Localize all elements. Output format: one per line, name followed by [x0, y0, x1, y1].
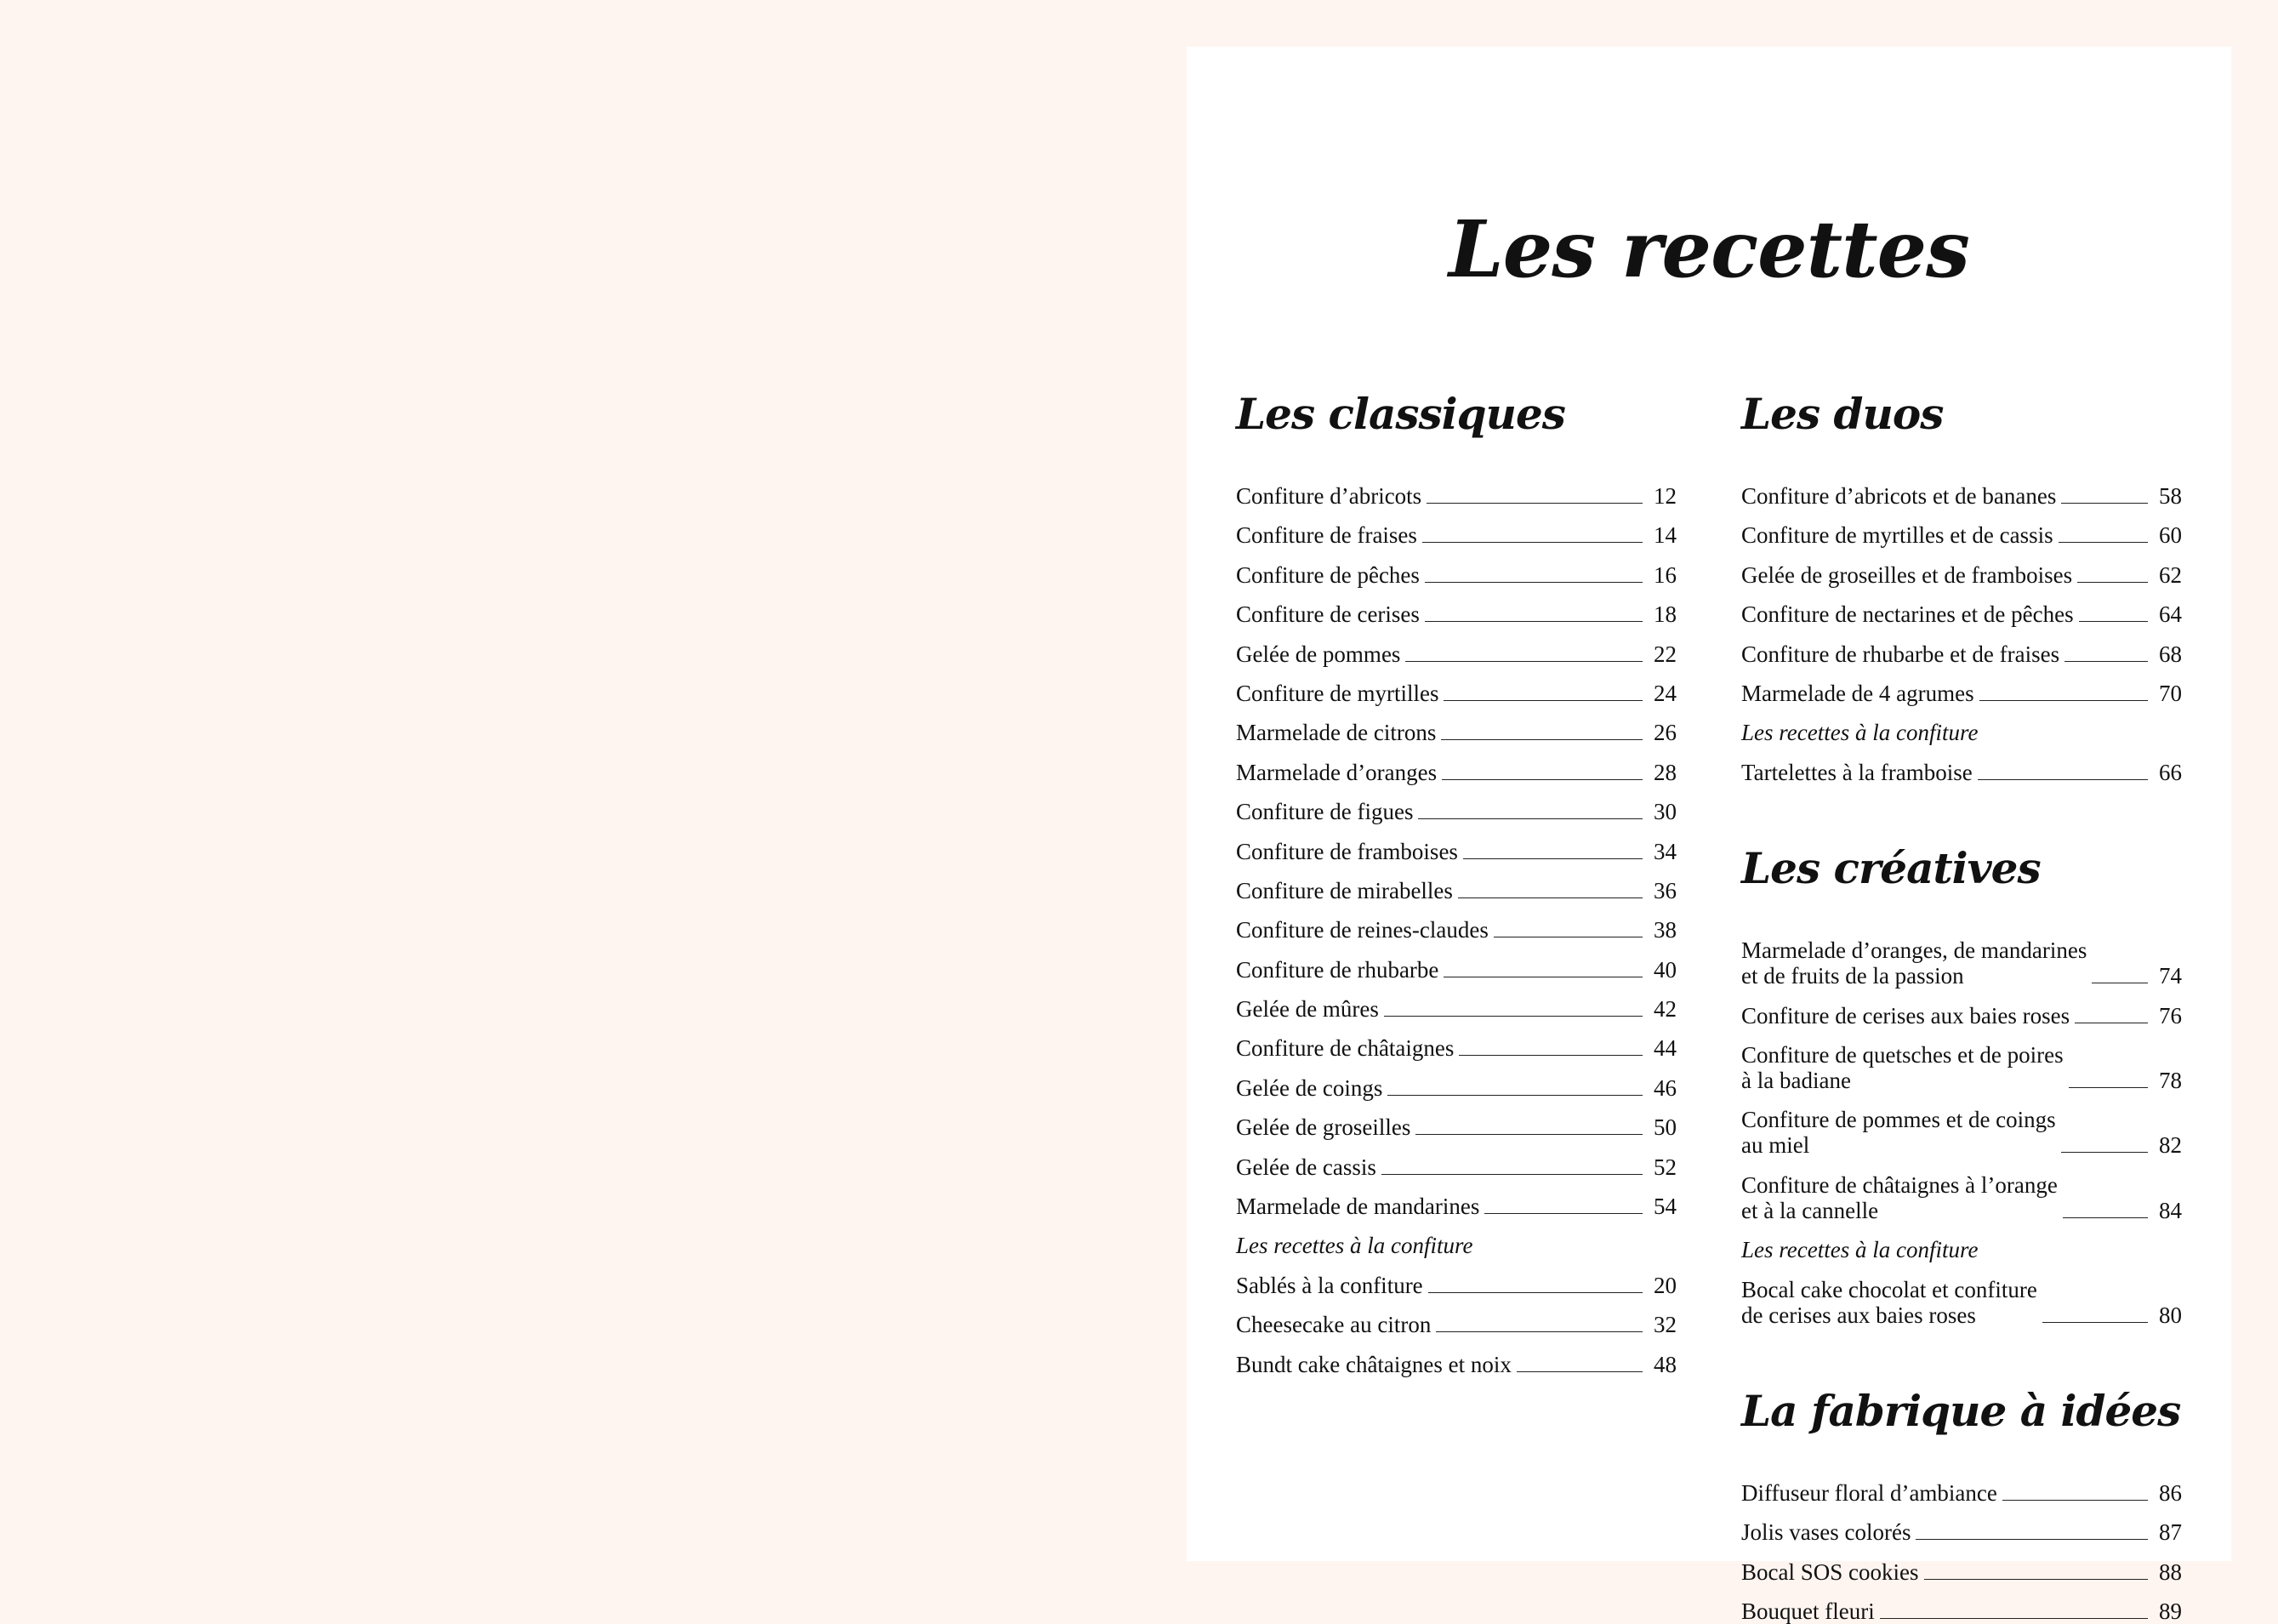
page-number: 12 — [1654, 483, 1677, 509]
toc-entry[interactable] — [1236, 957, 1677, 983]
toc-entry[interactable] — [1236, 483, 1677, 509]
toc-entry[interactable] — [1236, 601, 1677, 627]
leader-line — [1387, 1095, 1643, 1096]
entry-label: Gelée de groseilles et de framboises — [1741, 561, 2073, 588]
section-les-creatives — [1741, 835, 2182, 1328]
leader-line — [1441, 739, 1643, 740]
toc-entry[interactable] — [1236, 1273, 1677, 1298]
toc-entry[interactable] — [1236, 917, 1677, 943]
toc-entry[interactable] — [1236, 1035, 1677, 1061]
page-number: 30 — [1654, 799, 1677, 825]
toc-column-right — [1741, 345, 2182, 1624]
page-number: 58 — [2159, 483, 2182, 509]
page-number: 76 — [2159, 1002, 2182, 1029]
subsection-heading: Les recettes à la confiture — [1741, 1237, 1979, 1263]
page-number: 60 — [2159, 522, 2182, 549]
leader-line — [2002, 1500, 2148, 1501]
page-number: 28 — [1654, 759, 1677, 785]
toc-entry[interactable] — [1236, 681, 1677, 706]
toc-entry[interactable] — [1236, 562, 1677, 588]
page-number: 48 — [1654, 1351, 1677, 1377]
page-number: 34 — [1654, 838, 1677, 864]
entry-label: Marmelade de citrons — [1236, 720, 1437, 746]
entry-label: Confiture de châtaignes à l’orange et à la cannelle — [1741, 1171, 2058, 1223]
entry-label: Confiture de pommes et de coings au miel — [1741, 1107, 2056, 1159]
toc-entry[interactable] — [1236, 1154, 1677, 1180]
page-number: 24 — [1654, 680, 1677, 706]
leader-line — [1463, 858, 1643, 859]
entry-label: Tartelettes à la framboise — [1741, 759, 1973, 785]
entry-label: Sablés à la confiture — [1236, 1272, 1423, 1298]
toc-entry[interactable] — [1236, 1194, 1677, 1219]
toc-entry[interactable] — [1236, 1075, 1677, 1101]
page-number: 20 — [1654, 1272, 1677, 1298]
entry-label: Gelée de cassis — [1236, 1154, 1376, 1180]
leader-line — [1427, 503, 1643, 504]
entry-label: Confiture de rhubarbe et de fraises — [1741, 641, 2060, 667]
entry-label: Confiture de cerises aux baies roses — [1741, 1002, 2070, 1029]
entry-label: Confiture de fraises — [1236, 522, 1417, 549]
toc-entry[interactable] — [1236, 839, 1677, 864]
entry-label: Marmelade de mandarines — [1236, 1194, 1480, 1220]
leader-line — [1459, 1055, 1643, 1056]
entry-label: Bundt cake châtaignes et noix — [1236, 1351, 1512, 1377]
leader-line — [1418, 818, 1643, 819]
entry-label: Confiture de pêches — [1236, 561, 1420, 588]
leader-line — [1916, 1539, 2148, 1540]
page-number: 38 — [1654, 917, 1677, 943]
leader-line — [1924, 1579, 2149, 1580]
toc-entry[interactable] — [1741, 641, 2182, 667]
toc-entry[interactable] — [1741, 1480, 2182, 1506]
entry-label: Marmelade d’oranges — [1236, 759, 1438, 785]
toc-entry[interactable] — [1236, 1312, 1677, 1337]
page-number: 22 — [1654, 641, 1677, 667]
toc-entry[interactable] — [1741, 1559, 2182, 1585]
page-number: 36 — [1654, 877, 1677, 903]
toc-column-left — [1236, 345, 1677, 1377]
entry-label: Confiture de châtaignes — [1236, 1035, 1455, 1062]
section-title: Les duos — [1741, 388, 1944, 439]
leader-line — [1880, 1618, 2148, 1619]
entry-label: Confiture de rhubarbe — [1236, 956, 1439, 983]
leader-line — [1436, 1331, 1643, 1332]
toc-entry[interactable] — [1236, 996, 1677, 1022]
leader-line — [1444, 700, 1643, 701]
toc-entry[interactable] — [1741, 1003, 2182, 1029]
leader-line — [2069, 1087, 2148, 1088]
page-number: 82 — [2159, 1132, 2182, 1159]
entry-label: Confiture de figues — [1236, 799, 1414, 825]
page-number: 78 — [2159, 1068, 2182, 1094]
entry-label: Confiture de reines-claudes — [1236, 917, 1489, 943]
page-number: 44 — [1654, 1035, 1677, 1062]
section-title: Les créatives — [1741, 842, 2041, 893]
page-number: 50 — [1654, 1114, 1677, 1141]
leader-line — [1978, 779, 2148, 780]
toc-entry[interactable] — [1236, 641, 1677, 667]
entry-label: Confiture de nectarines et de pêches — [1741, 601, 2074, 628]
entry-label: Marmelade d’oranges, de mandarines et de fruits de la passion — [1741, 937, 2087, 989]
leader-line — [1425, 582, 1643, 583]
toc-entry[interactable] — [1236, 720, 1677, 745]
page-number: 32 — [1654, 1312, 1677, 1338]
toc-entry[interactable] — [1236, 760, 1677, 785]
entry-label: Confiture de cerises — [1236, 601, 1420, 628]
page-number: 89 — [2159, 1598, 2182, 1624]
leader-line — [1422, 542, 1643, 543]
subsection-heading: Les recettes à la confiture — [1236, 1233, 1473, 1259]
section-title: Les classiques — [1236, 388, 1565, 439]
toc-entry[interactable] — [1741, 1277, 2182, 1328]
toc-entry[interactable] — [1741, 1172, 2182, 1223]
leader-line — [1405, 661, 1643, 662]
toc-entry[interactable] — [1236, 522, 1677, 548]
page-number: 80 — [2159, 1302, 2182, 1328]
page-number: 42 — [1654, 996, 1677, 1023]
page-number: 87 — [2159, 1519, 2182, 1546]
leader-line — [2077, 582, 2148, 583]
entry-label: Gelée de pommes — [1236, 641, 1401, 667]
toc-page — [1187, 47, 2231, 1624]
page-number: 62 — [2159, 561, 2182, 588]
toc-entry[interactable] — [1236, 1352, 1677, 1377]
page-number: 46 — [1654, 1074, 1677, 1101]
leader-line — [2064, 661, 2148, 662]
leader-line — [1384, 1016, 1643, 1017]
toc-entry[interactable] — [1236, 878, 1677, 903]
toc-entry[interactable] — [1741, 483, 2182, 509]
entry-label: Confiture d’abricots — [1236, 483, 1422, 509]
page-number: 74 — [2159, 963, 2182, 989]
page-number: 68 — [2159, 641, 2182, 667]
entry-label: Bocal cake chocolat et confiture de cerises aux baies roses — [1741, 1276, 2037, 1328]
leader-line — [2063, 1217, 2148, 1218]
entry-label: Confiture de framboises — [1236, 838, 1458, 864]
leader-line — [1425, 621, 1643, 622]
leader-line — [1458, 897, 1643, 898]
entry-label: Diffuseur floral d’ambiance — [1741, 1480, 1997, 1507]
toc-entry[interactable] — [1741, 1519, 2182, 1545]
subsection-heading: Les recettes à la confiture — [1741, 720, 1979, 746]
page-number: 70 — [2159, 680, 2182, 706]
page-number: 26 — [1654, 720, 1677, 746]
page-number: 64 — [2159, 601, 2182, 628]
entry-label: Confiture de quetsches et de poires à la badiane — [1741, 1042, 2064, 1094]
page-number: 16 — [1654, 561, 1677, 588]
entry-label: Confiture de mirabelles — [1236, 877, 1453, 903]
leader-line — [1517, 1371, 1643, 1372]
page-number: 84 — [2159, 1197, 2182, 1223]
entry-label: Bocal SOS cookies — [1741, 1558, 1919, 1585]
page-number: 14 — [1654, 522, 1677, 549]
page-number: 88 — [2159, 1558, 2182, 1585]
section-les-duos — [1741, 380, 2182, 785]
page-number: 40 — [1654, 956, 1677, 983]
leader-line — [1979, 700, 2148, 701]
entry-label: Marmelade de 4 agrumes — [1741, 680, 1974, 706]
toc-entry[interactable] — [1741, 522, 2182, 548]
page-title: Les recettes — [1449, 202, 1969, 295]
entry-label: Gelée de coings — [1236, 1074, 1383, 1101]
leader-line — [2079, 621, 2148, 622]
page-number: 54 — [1654, 1194, 1677, 1220]
page-number: 66 — [2159, 759, 2182, 785]
toc-entry[interactable] — [1741, 681, 2182, 706]
entry-label: Confiture d’abricots et de bananes — [1741, 483, 2057, 509]
entry-label: Gelée de mûres — [1236, 996, 1379, 1023]
toc-entry[interactable] — [1741, 760, 2182, 785]
entry-label: Confiture de myrtilles et de cassis — [1741, 522, 2053, 549]
entry-label: Gelée de groseilles — [1236, 1114, 1411, 1141]
leader-line — [2042, 1322, 2148, 1323]
leader-line — [2059, 542, 2148, 543]
leader-line — [1415, 1134, 1643, 1135]
leader-line — [2061, 1152, 2148, 1153]
section-les-classiques — [1236, 380, 1677, 1377]
leader-line — [1484, 1213, 1643, 1214]
section-title: La fabrique à idées — [1741, 1385, 2181, 1436]
entry-label: Cheesecake au citron — [1236, 1312, 1432, 1338]
toc-entry[interactable] — [1741, 1107, 2182, 1158]
entry-label: Confiture de myrtilles — [1236, 680, 1439, 706]
page-number: 86 — [2159, 1480, 2182, 1507]
leader-line — [1428, 1292, 1643, 1293]
entry-label: Bouquet fleuri — [1741, 1598, 1875, 1624]
toc-entry[interactable] — [1741, 1042, 2182, 1093]
toc-entry[interactable] — [1741, 1598, 2182, 1624]
toc-entry[interactable] — [1236, 799, 1677, 824]
page-number: 52 — [1654, 1154, 1677, 1180]
entry-label: Jolis vases colorés — [1741, 1519, 1911, 1546]
section-la-fabrique-a-idees — [1741, 1377, 2182, 1624]
leader-line — [1381, 1174, 1643, 1175]
toc-entry[interactable] — [1741, 562, 2182, 588]
toc-entry[interactable] — [1741, 937, 2182, 989]
leader-line — [1442, 779, 1643, 780]
leader-line — [2061, 503, 2148, 504]
toc-entry[interactable] — [1236, 1114, 1677, 1140]
toc-entry[interactable] — [1741, 601, 2182, 627]
page-number: 18 — [1654, 601, 1677, 628]
